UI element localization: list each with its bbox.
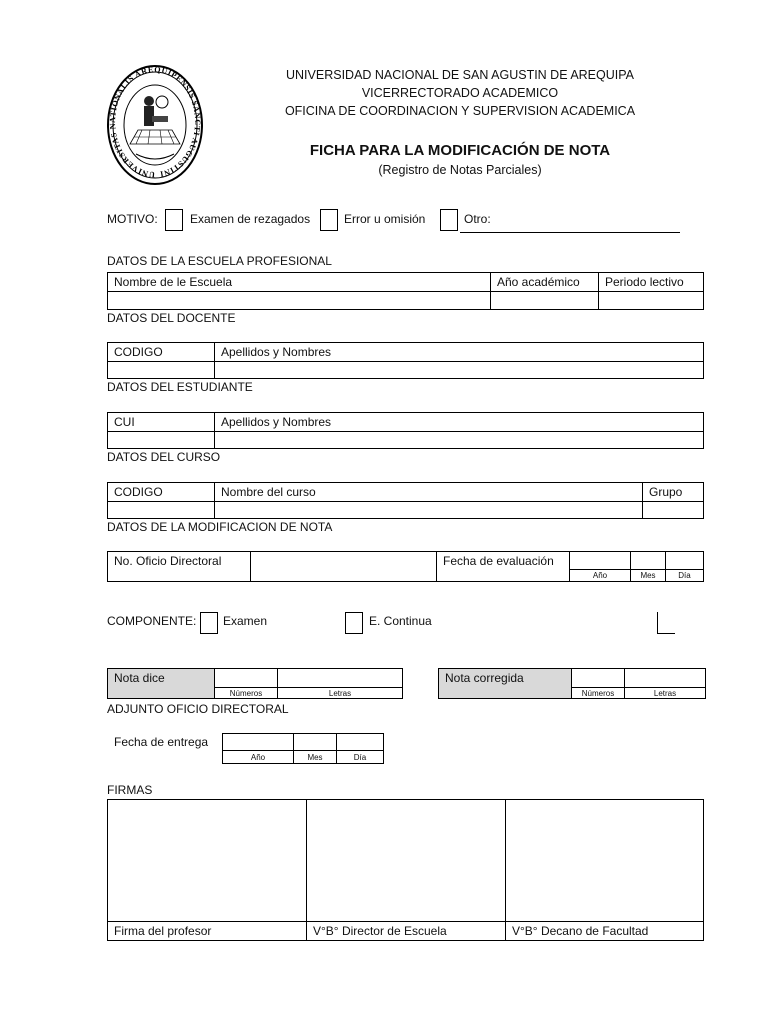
section-estudiante: DATOS DEL ESTUDIANTE xyxy=(107,380,253,394)
entrega-dia-label: Día xyxy=(337,751,384,764)
checkbox-otro[interactable] xyxy=(440,209,458,231)
firma-decano-label: V°B° Decano de Facultad xyxy=(506,922,704,941)
estudiante-col-nombres: Apellidos y Nombres xyxy=(215,413,704,432)
entrega-mes-cell[interactable] xyxy=(294,734,337,751)
estudiante-table xyxy=(107,412,704,449)
section-curso: DATOS DEL CURSO xyxy=(107,450,221,464)
curso-col-codigo: CODIGO xyxy=(108,483,215,502)
firma-director-area[interactable] xyxy=(307,800,506,922)
fecha-entrega-table xyxy=(222,733,384,764)
checkbox-examen[interactable] xyxy=(200,612,218,634)
entrega-anio-cell[interactable] xyxy=(223,734,294,751)
curso-grupo-cell[interactable] xyxy=(643,502,704,519)
estudiante-col-cui: CUI xyxy=(108,413,215,432)
checkbox-error-omision[interactable] xyxy=(320,209,338,231)
motivo-option-error: Error u omisión xyxy=(344,212,426,226)
oficio-label: No. Oficio Directoral xyxy=(108,552,251,582)
estudiante-nombres-cell[interactable] xyxy=(215,432,704,449)
curso-nombre-cell[interactable] xyxy=(215,502,643,519)
escuela-periodo-cell[interactable] xyxy=(599,292,704,310)
componente-option-continua: E. Continua xyxy=(369,614,432,628)
checkbox-partial[interactable] xyxy=(657,612,675,634)
docente-table xyxy=(107,342,704,379)
motivo-option-rezagados: Examen de rezagados xyxy=(190,212,311,226)
firmas-table xyxy=(107,799,704,941)
curso-col-nombre: Nombre del curso xyxy=(215,483,643,502)
entrega-mes-label: Mes xyxy=(294,751,337,764)
fecha-anio-cell[interactable] xyxy=(570,552,631,570)
form-subtitle: (Registro de Notas Parciales) xyxy=(378,163,542,177)
nota-dice-numeros-cell[interactable] xyxy=(215,669,278,688)
escuela-col-anio: Año académico xyxy=(491,273,599,292)
fecha-entrega-label: Fecha de entrega xyxy=(114,735,209,749)
university-seal-logo xyxy=(106,64,204,186)
entrega-dia-cell[interactable] xyxy=(337,734,384,751)
escuela-anio-cell[interactable] xyxy=(491,292,599,310)
componente-label: COMPONENTE: xyxy=(107,614,197,628)
nota-dice-label: Nota dice xyxy=(108,669,215,699)
fecha-evaluacion-label: Fecha de evaluación xyxy=(437,552,570,582)
nota-corregida-numeros-label: Números xyxy=(572,688,625,699)
componente-option-examen: Examen xyxy=(223,614,268,628)
section-escuela: DATOS DE LA ESCUELA PROFESIONAL xyxy=(107,254,332,268)
form-title: FICHA PARA LA MODIFICACIÓN DE NOTA xyxy=(309,142,611,159)
fecha-dia-cell[interactable] xyxy=(666,552,704,570)
fecha-mes-cell[interactable] xyxy=(631,552,666,570)
firma-director-label: V°B° Director de Escuela xyxy=(307,922,506,941)
docente-nombres-cell[interactable] xyxy=(215,362,704,379)
fecha-dia-label: Día xyxy=(666,570,704,582)
checkbox-examen-rezagados[interactable] xyxy=(165,209,183,231)
fecha-anio-label: Año xyxy=(570,570,631,582)
modificacion-table xyxy=(107,551,704,582)
header-oficina: OFICINA DE COORDINACION Y SUPERVISION ACADEMICA xyxy=(284,104,636,118)
curso-col-grupo: Grupo xyxy=(643,483,704,502)
curso-codigo-cell[interactable] xyxy=(108,502,215,519)
curso-table xyxy=(107,482,704,519)
nota-corregida-letras-cell[interactable] xyxy=(625,669,706,688)
header-university: UNIVERSIDAD NACIONAL DE SAN AGUSTIN DE AREQUIPA xyxy=(286,68,634,82)
escuela-nombre-cell[interactable] xyxy=(108,292,491,310)
docente-col-codigo: CODIGO xyxy=(108,343,215,362)
section-firmas: FIRMAS xyxy=(107,783,153,797)
docente-col-nombres: Apellidos y Nombres xyxy=(215,343,704,362)
firma-profesor-label: Firma del profesor xyxy=(108,922,307,941)
nota-corregida-numeros-cell[interactable] xyxy=(572,669,625,688)
fecha-mes-label: Mes xyxy=(631,570,666,582)
seal-lettering: UNIVERSITAS NATIONALIS AREQUIPENSIS SANCTI AUGUSTINI xyxy=(107,64,203,180)
checkbox-e-continua[interactable] xyxy=(345,612,363,634)
estudiante-cui-cell[interactable] xyxy=(108,432,215,449)
motivo-option-otro: Otro: xyxy=(464,212,491,226)
escuela-table xyxy=(107,272,704,310)
oficio-input-cell[interactable] xyxy=(251,552,437,582)
docente-codigo-cell[interactable] xyxy=(108,362,215,379)
nota-dice-letras-cell[interactable] xyxy=(278,669,403,688)
nota-dice-letras-label: Letras xyxy=(278,688,403,699)
nota-corregida-table xyxy=(438,668,706,699)
section-adjunto: ADJUNTO OFICIO DIRECTORAL xyxy=(107,702,289,716)
firma-profesor-area[interactable] xyxy=(108,800,307,922)
otro-input-line[interactable] xyxy=(460,232,680,233)
motivo-label: MOTIVO: xyxy=(107,212,158,226)
firma-decano-area[interactable] xyxy=(506,800,704,922)
header-vicerrectorado: VICERRECTORADO ACADEMICO xyxy=(361,86,559,100)
nota-dice-table xyxy=(107,668,403,699)
nota-corregida-label: Nota corregida xyxy=(439,669,572,699)
entrega-anio-label: Año xyxy=(223,751,294,764)
escuela-col-periodo: Periodo lectivo xyxy=(599,273,704,292)
nota-corregida-letras-label: Letras xyxy=(625,688,706,699)
section-modificacion: DATOS DE LA MODIFICACION DE NOTA xyxy=(107,520,333,534)
escuela-col-nombre: Nombre de le Escuela xyxy=(108,273,491,292)
nota-dice-numeros-label: Números xyxy=(215,688,278,699)
section-docente: DATOS DEL DOCENTE xyxy=(107,311,236,325)
